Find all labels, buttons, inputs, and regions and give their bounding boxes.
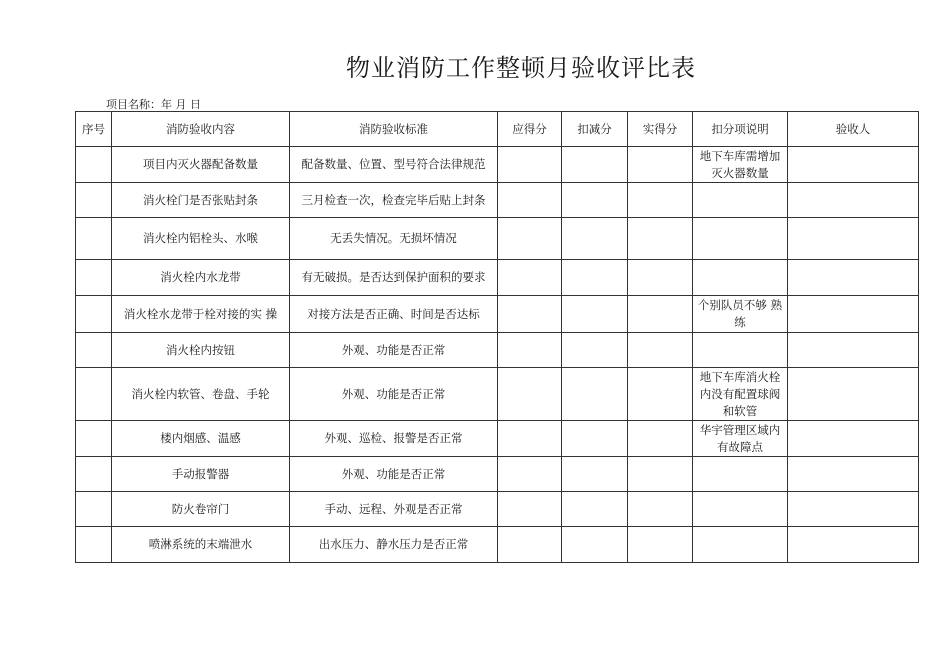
cell-full-score — [498, 492, 562, 527]
cell-inspector — [788, 333, 919, 368]
cell-index — [76, 333, 112, 368]
cell-content: 消火栓内按钮 — [112, 333, 290, 368]
header-deduction-note: 扣分项说明 — [693, 112, 788, 147]
cell-inspector — [788, 218, 919, 260]
cell-deduction-note: 地下车库消火栓内没有配置球阀和软管 — [693, 368, 788, 421]
cell-deduction — [562, 368, 628, 421]
cell-actual-score — [628, 218, 693, 260]
cell-inspector — [788, 421, 919, 457]
cell-full-score — [498, 333, 562, 368]
header-deduction: 扣减分 — [562, 112, 628, 147]
cell-standard: 无丢失情况。无损坏情况 — [290, 218, 498, 260]
cell-standard: 出水压力、静水压力是否正常 — [290, 527, 498, 563]
cell-inspector — [788, 296, 919, 333]
cell-actual-score — [628, 260, 693, 296]
cell-content: 消火栓内水龙带 — [112, 260, 290, 296]
header-index: 序号 — [76, 112, 112, 147]
cell-deduction — [562, 527, 628, 563]
cell-full-score — [498, 457, 562, 492]
cell-standard: 外观、功能是否正常 — [290, 368, 498, 421]
cell-full-score — [498, 218, 562, 260]
cell-inspector — [788, 457, 919, 492]
cell-standard: 三月检查一次，检查完毕后贴上封条 — [290, 183, 498, 218]
cell-index — [76, 147, 112, 183]
cell-full-score — [498, 147, 562, 183]
header-actual-score: 实得分 — [628, 112, 693, 147]
cell-deduction — [562, 492, 628, 527]
cell-content: 防火卷帘门 — [112, 492, 290, 527]
cell-full-score — [498, 368, 562, 421]
cell-index — [76, 260, 112, 296]
cell-deduction-note — [693, 492, 788, 527]
page-title: 物业消防工作整顿月验收评比表 — [346, 54, 696, 82]
cell-deduction-note — [693, 527, 788, 563]
cell-actual-score — [628, 296, 693, 333]
header-standard: 消防验收标准 — [290, 112, 498, 147]
cell-index — [76, 296, 112, 333]
cell-actual-score — [628, 457, 693, 492]
cell-standard: 外观、巡检、报警是否正常 — [290, 421, 498, 457]
cell-standard: 对接方法是否正确、时间是否达标 — [290, 296, 498, 333]
cell-index — [76, 183, 112, 218]
table-row — [76, 333, 919, 368]
cell-deduction-note — [693, 260, 788, 296]
cell-actual-score — [628, 492, 693, 527]
cell-full-score — [498, 296, 562, 333]
table-row — [76, 147, 919, 183]
cell-actual-score — [628, 183, 693, 218]
cell-actual-score — [628, 421, 693, 457]
header-inspector: 验收人 — [788, 112, 919, 147]
cell-inspector — [788, 147, 919, 183]
cell-inspector — [788, 368, 919, 421]
cell-full-score — [498, 260, 562, 296]
cell-content: 手动报警器 — [112, 457, 290, 492]
cell-standard: 有无破损。是否达到保护面积的要求 — [290, 260, 498, 296]
header-content: 消防验收内容 — [112, 112, 290, 147]
cell-inspector — [788, 492, 919, 527]
cell-deduction-note — [693, 183, 788, 218]
table-row — [76, 183, 919, 218]
cell-content: 消火栓内铝栓头、水喉 — [112, 218, 290, 260]
cell-standard: 配备数量、位置、型号符合法律规范 — [290, 147, 498, 183]
table-row — [76, 260, 919, 296]
cell-actual-score — [628, 333, 693, 368]
cell-deduction-note — [693, 457, 788, 492]
cell-deduction — [562, 260, 628, 296]
cell-index — [76, 218, 112, 260]
table-row — [76, 296, 919, 333]
cell-full-score — [498, 527, 562, 563]
table-row — [76, 368, 919, 421]
cell-deduction-note — [693, 218, 788, 260]
cell-content: 喷淋系统的末端泄水 — [112, 527, 290, 563]
cell-index — [76, 457, 112, 492]
cell-deduction-note: 个别队员不够 熟练 — [693, 296, 788, 333]
project-info-line: 项目名称：年 月 日 — [106, 98, 201, 111]
cell-index — [76, 527, 112, 563]
table-row — [76, 421, 919, 457]
inspection-table — [75, 111, 919, 563]
cell-standard: 外观、功能是否正常 — [290, 457, 498, 492]
cell-deduction — [562, 218, 628, 260]
cell-index — [76, 368, 112, 421]
cell-inspector — [788, 260, 919, 296]
header-full-score: 应得分 — [498, 112, 562, 147]
cell-content: 消火栓水龙带于栓对接的实 操 — [112, 296, 290, 333]
table-row — [76, 527, 919, 563]
cell-actual-score — [628, 368, 693, 421]
cell-deduction — [562, 296, 628, 333]
cell-full-score — [498, 421, 562, 457]
cell-content: 消火栓内软管、卷盘、手轮 — [112, 368, 290, 421]
cell-deduction — [562, 421, 628, 457]
cell-deduction — [562, 183, 628, 218]
cell-inspector — [788, 527, 919, 563]
table-row — [76, 457, 919, 492]
cell-actual-score — [628, 527, 693, 563]
cell-deduction-note: 华宇管理区域内有故障点 — [693, 421, 788, 457]
table-row — [76, 218, 919, 260]
cell-content: 消火栓门是否张贴封条 — [112, 183, 290, 218]
cell-deduction — [562, 457, 628, 492]
cell-actual-score — [628, 147, 693, 183]
cell-deduction — [562, 147, 628, 183]
cell-deduction — [562, 333, 628, 368]
cell-full-score — [498, 183, 562, 218]
cell-content: 项目内灭火器配备数量 — [112, 147, 290, 183]
cell-content: 楼内烟感、温感 — [112, 421, 290, 457]
table-row — [76, 492, 919, 527]
cell-deduction-note — [693, 333, 788, 368]
cell-index — [76, 492, 112, 527]
cell-deduction-note: 地下车库需增加灭火器数量 — [693, 147, 788, 183]
cell-index — [76, 421, 112, 457]
cell-standard: 手动、远程、外观是否正常 — [290, 492, 498, 527]
header-row — [76, 112, 919, 147]
cell-inspector — [788, 183, 919, 218]
cell-standard: 外观、功能是否正常 — [290, 333, 498, 368]
